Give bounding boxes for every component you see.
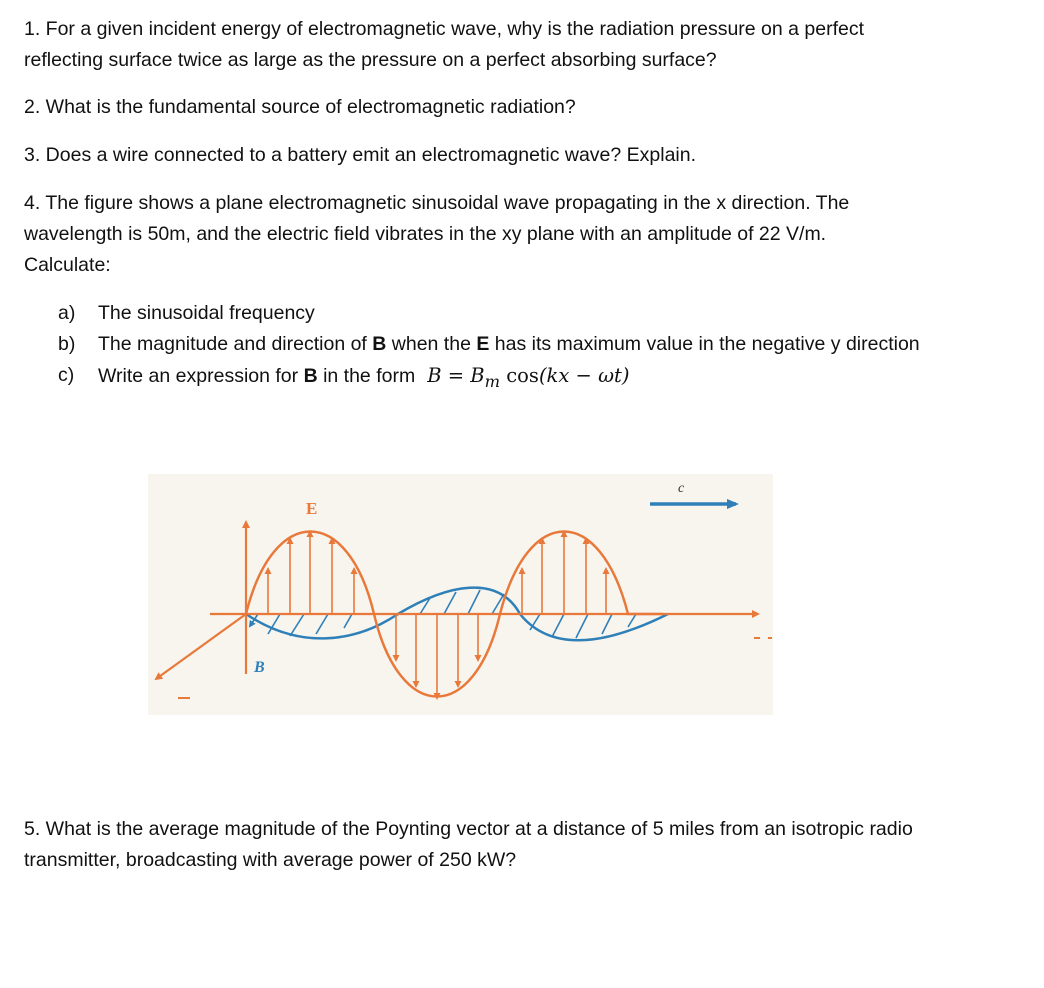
label-b: B — [254, 659, 265, 676]
part-b-pre: The magnitude and direction of — [98, 333, 373, 355]
em-wave-svg — [148, 474, 773, 715]
part-c-text — [98, 360, 629, 397]
axes — [156, 522, 758, 679]
part-b-bold-e: E — [476, 333, 490, 355]
question-1 — [24, 14, 1024, 76]
question-2: 2. What is the fundamental source of electromagnetic radiation? — [24, 96, 576, 118]
question-1-line-1: 1. For a given incident energy of electromagnetic wave, why is the radiation pressure on a perfect — [24, 18, 865, 40]
formula-eq: = — [441, 364, 471, 387]
question-4-line-3: Calculate: — [24, 254, 111, 276]
formula-cos: cos — [500, 364, 539, 387]
z-axis — [156, 614, 246, 679]
part-c-pre: Write an expression for — [98, 365, 304, 387]
question-4-line-2: wavelength is 50m, and the electric field vibrates in the xy plane with an amplitude of 22 V/m. — [24, 223, 827, 245]
part-b-post: has its maximum value in the negative y direction — [489, 333, 920, 355]
part-b — [58, 329, 1028, 360]
part-b-label: b) — [58, 333, 76, 355]
part-a-label: a) — [58, 302, 76, 324]
question-4 — [24, 188, 1024, 281]
part-c-label: c) — [58, 364, 75, 386]
formula-arg: (kx − ωt) — [538, 364, 630, 387]
question-4-line-1: 4. The figure shows a plane electromagnetic sinusoidal wave propagating in the x direction. The — [24, 192, 850, 214]
question-3: 3. Does a wire connected to a battery emit an electromagnetic wave? Explain. — [24, 144, 697, 166]
label-e: E — [306, 499, 318, 518]
question-5-line-2: transmitter, broadcasting with average power of 250 kW? — [24, 849, 517, 871]
question-5 — [24, 814, 1024, 876]
part-b-text — [98, 329, 920, 360]
part-c-bold-b: B — [303, 365, 318, 387]
part-b-bold-b: B — [372, 333, 387, 355]
em-wave-figure — [148, 474, 773, 715]
question-5-line-1: 5. What is the average magnitude of the Poynting vector at a distance of 5 miles from an isotropic radio — [24, 818, 913, 840]
part-a-text: The sinusoidal frequency — [98, 302, 315, 324]
part-c-post: in the form — [317, 365, 416, 387]
part-a — [58, 298, 1028, 329]
question-4-parts — [58, 298, 1028, 397]
part-b-mid: when the — [386, 333, 477, 355]
label-c: c — [678, 481, 685, 496]
question-1-line-2: reflecting surface twice as large as the pressure on a perfect absorbing surface? — [24, 49, 717, 71]
formula-sub-m: m — [484, 371, 501, 391]
formula-bm: B — [470, 364, 485, 387]
part-c-formula — [427, 364, 630, 391]
part-c — [58, 360, 1028, 397]
formula-lhs: B — [427, 364, 442, 387]
